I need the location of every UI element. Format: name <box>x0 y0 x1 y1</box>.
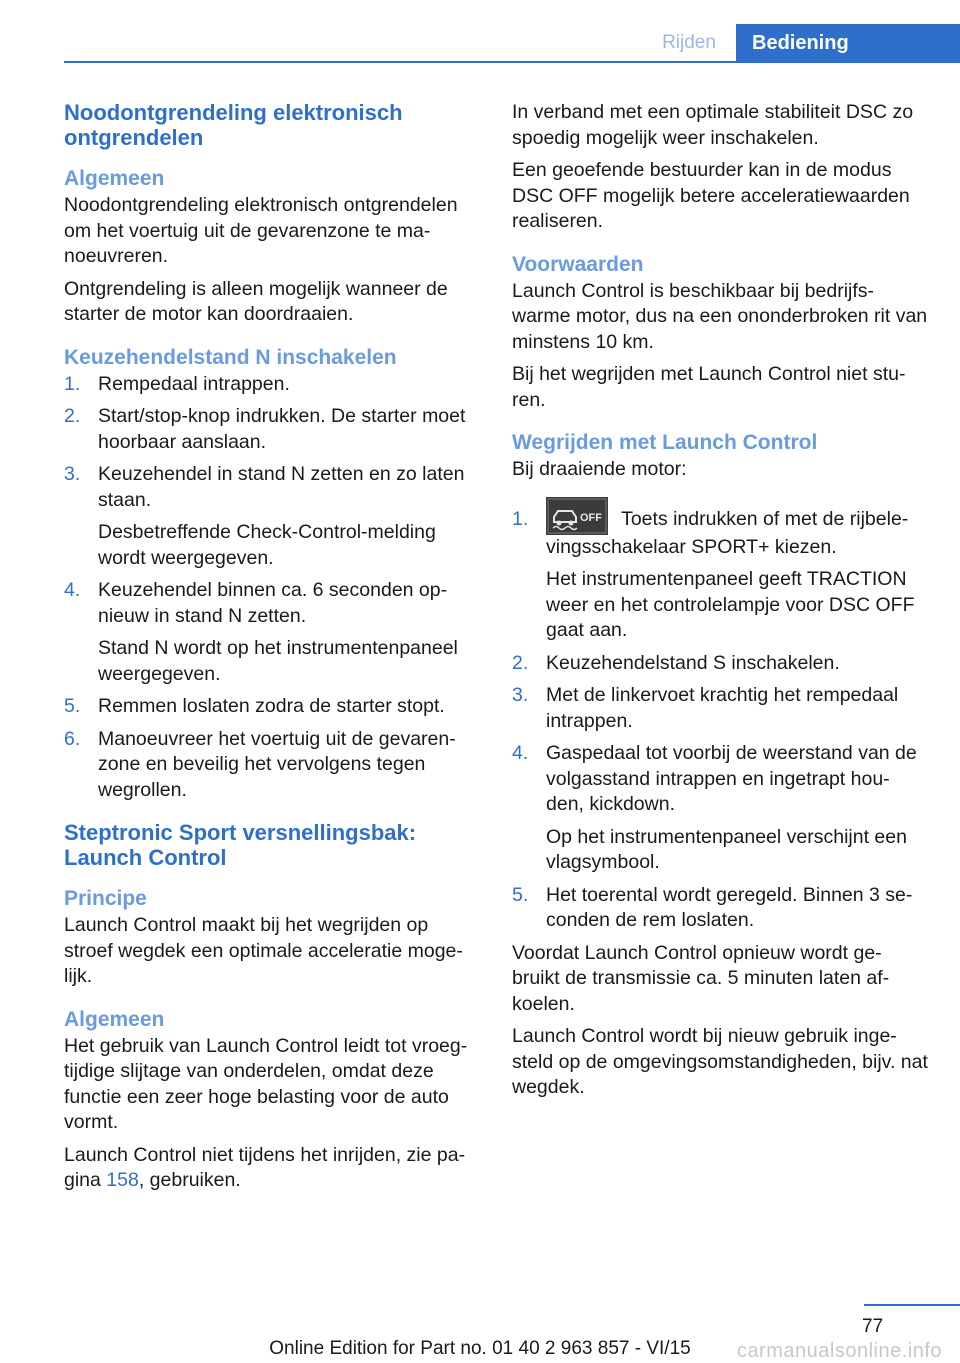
step-number: 4. <box>64 579 81 601</box>
edition-line: Online Edition for Part no. 01 40 2 963 857 - VI/15 <box>269 1338 691 1359</box>
list-item <box>512 883 930 934</box>
page-reference-link[interactable]: 158 <box>106 1169 139 1191</box>
step-note: Stand N wordt op het instrumentenpaneel weergegeven. <box>98 637 458 685</box>
section-title-launch-control: Steptronic Sport versnellingsbak: Launch Control <box>64 820 417 870</box>
paragraph: Voordat Launch Control opnieuw wordt ge‐ bruikt de transmissie ca. 5 minuten laten af‐ koelen. <box>512 941 890 1015</box>
step-text: Toets indrukken of met de rijbele‐ vingsschakelaar SPORT+ kiezen. <box>546 507 909 558</box>
step-number: 5. <box>64 695 81 717</box>
step-number: 4. <box>512 742 529 764</box>
heading-voorwaarden: Voorwaarden <box>512 252 644 276</box>
paragraph: Bij het wegrijden met Launch Control niet stu‐ ren. <box>512 363 906 411</box>
steps-list-launch <box>512 497 930 934</box>
paragraph: Een geoefende bestuurder kan in de modus DSC OFF mogelijk betere acceleratiewaarden realiseren. <box>512 159 910 232</box>
list-item <box>64 578 480 687</box>
step-text: Keuzehendel binnen ca. 6 seconden op‐ nieuw in stand N zetten. <box>98 579 448 627</box>
list-item <box>512 497 930 644</box>
step-number: 2. <box>64 405 81 427</box>
left-column <box>64 100 480 1201</box>
heading-keuzehendelstand: Keuzehendelstand N inschakelen <box>64 345 397 369</box>
list-item <box>64 727 480 804</box>
text: , gebruiken. <box>138 1169 241 1191</box>
step-note: Desbetreffende Check-Control-melding wordt weergegeven. <box>98 521 436 569</box>
paragraph: Launch Control wordt bij nieuw gebruik inge‐ steld op de omgevingsomstandigheden, bijv. nat wegdek. <box>512 1025 928 1098</box>
paragraph <box>64 1143 480 1194</box>
list-item <box>64 694 480 720</box>
step-text: Het toerental wordt geregeld. Binnen 3 se‐ conden de rem loslaten. <box>546 883 913 931</box>
header-rule <box>64 61 960 63</box>
tab-rijden[interactable]: Rijden <box>662 32 716 53</box>
step-number: 3. <box>512 684 529 706</box>
step-number: 1. <box>64 372 81 395</box>
step-text: Start/stop-knop indrukken. De starter moet hoorbaar aanslaan. <box>98 405 466 453</box>
paragraph: Bij draaiende motor: <box>512 458 687 480</box>
heading-algemeen-1: Algemeen <box>64 167 165 190</box>
list-item <box>512 741 930 876</box>
step-text: Rempedaal intrappen. <box>98 372 290 395</box>
paragraph: In verband met een optimale stabiliteit DSC zo spoedig mogelijk weer inschakelen. <box>512 101 914 149</box>
list-item <box>64 404 480 455</box>
paragraph: Het gebruik van Launch Control leidt tot vroeg‐ tijdige slijtage van onderdelen, omdat deze functie een zeer hoge belasting voor de auto vormt. <box>64 1034 468 1133</box>
list-item <box>512 651 930 677</box>
dsc-off-button-icon <box>546 497 608 535</box>
step-number: 1. <box>512 507 529 530</box>
step-number: 6. <box>64 727 81 750</box>
paragraph: Noodontgrendeling elektronisch ontgrendelen om het voertuig uit de gevarenzone te ma‐ noeuvreren. <box>64 194 458 267</box>
step-number: 5. <box>512 883 529 906</box>
step-note: Op het instrumentenpaneel verschijnt een vlagsymbool. <box>546 825 907 873</box>
list-item <box>512 683 930 734</box>
tab-bediening[interactable]: Bediening <box>736 24 960 63</box>
step-text: Remmen loslaten zodra de starter stopt. <box>98 695 445 717</box>
step-text: Keuzehendel in stand N zetten en zo laten staan. <box>98 463 465 511</box>
steps-list-keuze <box>64 372 480 804</box>
step-number: 3. <box>64 463 81 485</box>
footer-rule <box>864 1304 960 1306</box>
step-text: Manoeuvreer het voertuig uit de gevaren‐ zone en beveilig het vervolgens tegen wegrollen. <box>98 727 456 801</box>
list-item <box>64 372 480 398</box>
step-text: Keuzehendelstand S inschakelen. <box>546 651 840 674</box>
heading-principe: Principe <box>64 887 147 910</box>
list-item <box>64 462 480 571</box>
heading-algemeen-2: Algemeen <box>64 1007 165 1031</box>
paragraph: Launch Control maakt bij het wegrijden op stroef wegdek een optimale acceleratie moge‐ lijk. <box>64 914 463 987</box>
right-column <box>512 100 930 1108</box>
dsc-off-icon-label: OFF <box>580 511 602 524</box>
section-title-noodontgrendeling: Noodontgrendeling elektronisch ontgrendelen <box>64 100 403 150</box>
step-text: Met de linkervoet krachtig het rempedaal intrappen. <box>546 684 899 732</box>
paragraph: Launch Control is beschikbaar bij bedrijfs‐ warme motor, dus na een ononderbroken rit van minstens 10 km. <box>512 279 928 353</box>
paragraph: Ontgrendeling is alleen mogelijk wanneer de starter de motor kan doordraaien. <box>64 277 448 325</box>
page-number: 77 <box>862 1316 884 1337</box>
dsc-off-icon <box>546 497 608 535</box>
watermark: carmanualsonline.info <box>736 1340 942 1362</box>
step-number: 2. <box>512 651 529 674</box>
step-note: Het instrumentenpaneel geeft TRACTION weer en het controlelampje voor DSC OFF gaat aan. <box>546 568 915 641</box>
text: Launch Control niet tijdens het inrijden, zie pa‐ gina <box>64 1143 466 1191</box>
step-text: Gaspedaal tot voorbij de weerstand van de volgasstand intrappen en ingetrapt hou‐ den, kickdown. <box>546 742 917 815</box>
heading-wegrijden: Wegrijden met Launch Control <box>512 431 818 454</box>
